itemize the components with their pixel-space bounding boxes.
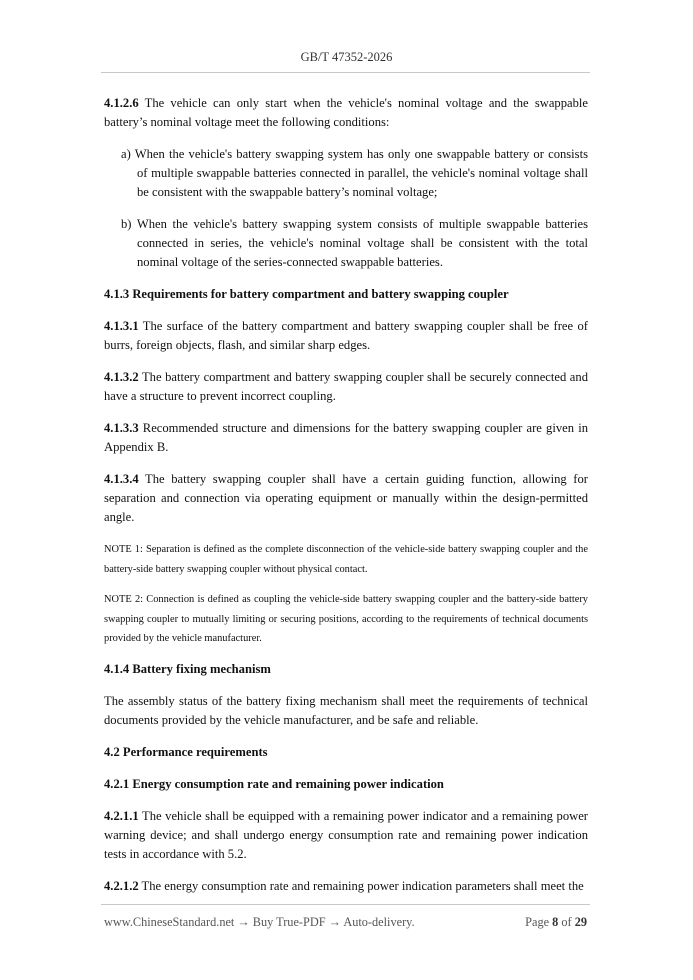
paragraph [104,877,588,896]
paragraph [104,470,588,527]
list-item: a) When the vehicle's battery swapping system has only one swappable battery or consists of multiple swappable batteries connected in parallel, the vehicle's nominal voltage shall be consistent with the swappable battery’s nominal voltage; [121,147,588,199]
clause-number: 4.1.3.2 [104,370,139,384]
document-header-code: GB/T 47352-2026 [300,50,393,64]
clause-number: 4.1.2.6 [104,96,139,110]
paragraph [104,94,588,132]
paragraph [104,419,588,457]
note: NOTE 2: Connection is defined as coupling the vehicle-side battery swapping coupler and the battery-side battery swapping coupler to mutually limiting or securing positions, according to the requirements of technical documents provided by the vehicle manufacturer. [104,594,588,644]
paragraph-text: The surface of the battery compartment and battery swapping coupler shall be free of burrs, foreign objects, flash, and similar sharp edges. [104,319,588,352]
paragraph-text: Recommended structure and dimensions for the battery swapping coupler are given in Appendix B. [104,421,588,454]
section-heading: 4.1.4 Battery fixing mechanism [104,661,271,676]
clause-number: 4.1.3.4 [104,472,139,486]
note: NOTE 1: Separation is defined as the complete disconnection of the vehicle-side battery swapping coupler and the battery-side battery swapping coupler without physical contact. [104,544,588,575]
of-word: of [561,915,572,929]
total-page-number: 29 [574,915,587,929]
page-footer [104,915,587,930]
paragraph-text: The energy consumption rate and remaining power indication parameters shall meet the [138,878,584,893]
section-heading: 4.1.3 Requirements for battery compartment and battery swapping coupler [104,287,509,301]
current-page-number: 8 [552,915,559,929]
footer-promo-link[interactable]: www.ChineseStandard.net → Buy True-PDF → Auto-delivery. [104,915,415,929]
paragraph [104,368,588,406]
section-heading: 4.2.1 Energy consumption rate and remaining power indication [104,776,444,791]
page-indicator [525,915,587,930]
paragraph: The assembly status of the battery fixing mechanism shall meet the requirements of technical documents provided by the vehicle manufacturer, and be safe and reliable. [104,693,588,727]
list-item: b) When the vehicle's battery swapping system consists of multiple swappable batteries connected in series, the vehicle's nominal voltage shall be consistent with the total nominal voltage of the series-connected swappable batteries. [121,217,588,269]
document-body [104,94,588,909]
clause-number: 4.1.3.3 [104,421,139,435]
paragraph-text: The vehicle shall be equipped with a remaining power indicator and a remaining power warning device; and shall undergo energy consumption rate and remaining power indication tests in accordance with 5.2. [104,808,588,861]
paragraph [104,807,588,864]
header-divider [101,72,590,73]
clause-number: 4.2.1.1 [104,808,139,823]
clause-number: 4.2.1.2 [104,878,139,893]
paragraph [104,317,588,355]
clause-number: 4.1.3.1 [104,319,139,333]
page-word: Page [525,915,550,929]
paragraph-text: The vehicle can only start when the vehicle's nominal voltage and the swappable battery’s nominal voltage meet the following conditions: [104,96,588,129]
paragraph-text: The battery compartment and battery swapping coupler shall be securely connected and have a structure to prevent incorrect coupling. [104,370,588,403]
footer-divider [101,904,590,905]
paragraph-text: The battery swapping coupler shall have a certain guiding function, allowing for separation and connection via operating equipment or manually within the design-permitted angle. [104,472,588,524]
section-heading: 4.2 Performance requirements [104,744,268,759]
